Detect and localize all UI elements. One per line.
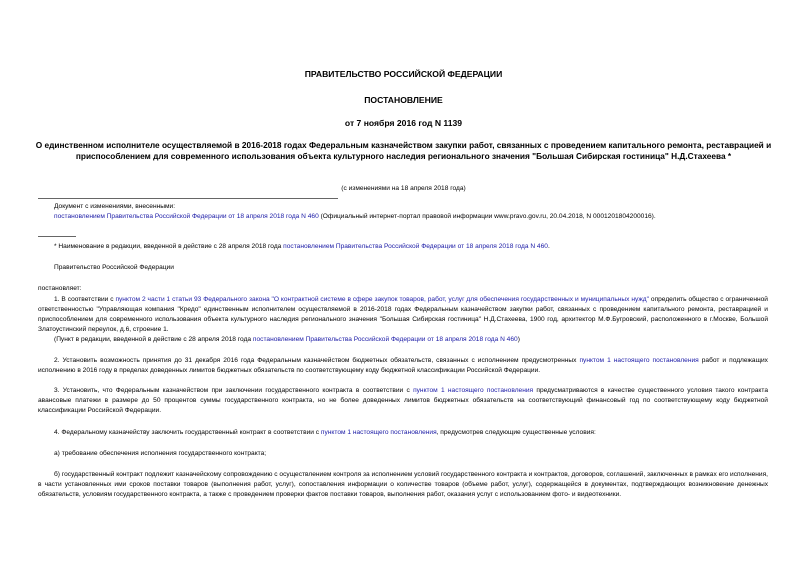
amended-note: (с изменениями на 18 апреля 2018 года) (341, 185, 466, 192)
paragraph-3 (38, 386, 768, 416)
org-header: ПРАВИТЕЛЬСТВО РОССИЙСКОЙ ФЕДЕРАЦИИ (304, 69, 503, 79)
p2-text-a: 2. Установить возможность принятия до 31 декабря 2016 года Федеральным казначейством бюджетных обязательств, связанных с исполнением предусмотренных (54, 357, 580, 364)
decree-word: постановляет: (38, 285, 82, 292)
p4-text-a: 4. Федеральному казначейству заключить государственный контракт в соответствии с (54, 429, 321, 436)
p4-text-b: , предусмотрев следующие существенные условия: (436, 429, 596, 436)
paragraph-1 (38, 295, 768, 335)
p1-text-a: 1. В соответствии с (54, 296, 116, 303)
changes-link[interactable]: постановлением Правительства Российской Федерации от 18 апреля 2018 года N 460 (54, 213, 319, 220)
p1-note-b: ) (517, 336, 520, 343)
doc-type-heading: ПОСТАНОВЛЕНИЕ (364, 95, 443, 105)
footnote-rule (38, 236, 76, 237)
footnote (54, 242, 768, 252)
doc-title: О единственном исполнителе осуществляемой в 2016-2018 годах Федеральным казначейством закупки работ, связанных с проведением капитального ремонта, реставрацией и приспособлением для современного использования объекта культурного наследия регионального значения "Большая Сибирская гостиница" Н.Д.Стахеева * (35, 140, 772, 161)
p2-link[interactable]: пунктом 1 настоящего постановления (579, 357, 699, 364)
p2-text-b: работ и подлежащих исполнению в 2016 году в пределах доведенных лимитов бюджетных обязательств по соответствующему коду бюджетной классификации Российской Федерации. (38, 357, 768, 374)
p1-law-link[interactable]: пунктом 2 части 1 статьи 93 Федерального закона "О контрактной системе в сфере закупок товаров, работ, услуг для обеспечения государственных и муниципальных нужд" (115, 296, 649, 303)
paragraph-1-note (38, 335, 768, 345)
p3-text-b: предусматриваются в качестве существенного условия такого контракта авансовые платежи в размере до 50 процентов суммы государственного контракта, но не более доведенных лимитов бюджетных обязательств на соответствующий финансовый год по соответствующему коду бюджетной классификации Российской Федерации. (38, 387, 768, 414)
subparagraph-a: а) требование обеспечения исполнения государственного контракта; (54, 450, 267, 457)
p1-note-link[interactable]: постановлением Правительства Российской Федерации от 18 апреля 2018 года N 460 (252, 336, 518, 343)
intro-text: Правительство Российской Федерации (54, 264, 174, 271)
footnote-end: . (547, 243, 550, 250)
changes-label: Документ с изменениями, внесенными: (54, 203, 176, 210)
p3-link[interactable]: пунктом 1 настоящего постановления (413, 387, 534, 394)
changes-line (54, 212, 768, 222)
p1-text-b: определить общество с ограниченной ответственностью "Управляющая компания "Кредо" единственным исполнителем осуществляемой в 2016-2018 годах Федеральным казначейством закупки работ, связанных с проведением капитального ремонта, реставрацией и приспособлением для современного использования объекта культурного наследия регионального значения "Большая Сибирская гостиница" Н.Д.Стахеева, 1900 год, архитектор М.Ф.Бугровский, расположенного в г.Москве, Большой Златоустинский переулок, д.6, строение 1. (38, 296, 768, 333)
p4-link[interactable]: пунктом 1 настоящего постановления (320, 429, 437, 436)
subparagraph-b: б) государственный контракт подлежит казначейскому сопровождению с осуществлением контроля за исполнением условий государственного контракта и контрактов, договоров, соглашений, заключенных в рамках его исполнения, в части установленных ими сроков поставки товаров (выполнения работ, услуг), сопоставления информации о количестве товаров (объеме работ, услуг), содержащейся в документах, подтверждающих возникновение денежных обязательств, условиям государственного контракта, а также с проведением проверки фактов поставки товаров, выполнения работ, оказания услуг с использованием фото- и видеотехники. (38, 471, 768, 498)
paragraph-4 (38, 428, 768, 438)
footnote-text: * Наименование в редакции, введенной в действие с 28 апреля 2018 года (54, 243, 284, 250)
footnote-link[interactable]: постановлением Правительства Российской Федерации от 18 апреля 2018 года N 460 (283, 243, 548, 250)
paragraph-2 (38, 356, 768, 376)
doc-date-heading: от 7 ноября 2016 год N 1139 (344, 118, 463, 128)
changes-top-rule (38, 198, 338, 199)
p3-text-a: 3. Установить, что Федеральным казначейством при заключении государственного контракта в соответствии с (54, 387, 414, 394)
changes-rest: (Официальный интернет-портал правовой информации www.pravo.gov.ru, 20.04.2018, N 0001201804200016). (318, 213, 656, 220)
p1-note-a: (Пункт в редакции, введенной в действие с 28 апреля 2018 года (54, 336, 253, 343)
